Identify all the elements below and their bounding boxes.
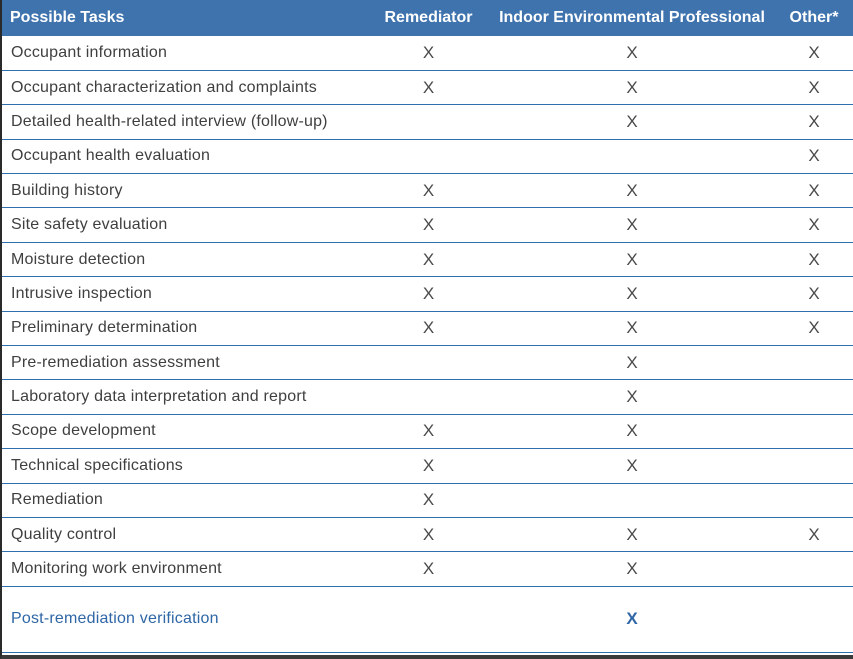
- iep-mark-cell: X: [489, 586, 775, 652]
- remediator-mark-cell: X: [368, 552, 489, 586]
- task-cell: Monitoring work environment: [2, 552, 368, 586]
- remediator-mark-cell: X: [368, 36, 489, 70]
- table-row: [2, 346, 853, 380]
- task-cell: Occupant characterization and complaints: [2, 70, 368, 104]
- iep-mark-cell: X: [489, 174, 775, 208]
- iep-mark-cell: X: [489, 414, 775, 448]
- iep-mark-cell: X: [489, 517, 775, 551]
- iep-mark-cell: [489, 483, 775, 517]
- remediator-mark-cell: [368, 380, 489, 414]
- table-row: [2, 380, 853, 414]
- other-mark-cell: X: [775, 208, 853, 242]
- task-cell: Intrusive inspection: [2, 277, 368, 311]
- iep-mark-cell: X: [489, 105, 775, 139]
- table-row: [2, 586, 853, 652]
- remediator-mark-cell: X: [368, 277, 489, 311]
- iep-mark-cell: X: [489, 70, 775, 104]
- iep-mark-cell: X: [489, 346, 775, 380]
- table-row: [2, 517, 853, 551]
- table-row: [2, 552, 853, 586]
- task-cell: Quality control: [2, 517, 368, 551]
- other-mark-cell: X: [775, 517, 853, 551]
- other-mark-cell: [775, 552, 853, 586]
- other-mark-cell: X: [775, 139, 853, 173]
- other-mark-cell: X: [775, 277, 853, 311]
- task-cell: Pre-remediation assessment: [2, 346, 368, 380]
- remediator-mark-cell: [368, 586, 489, 652]
- other-mark-cell: X: [775, 105, 853, 139]
- table-row: [2, 36, 853, 70]
- other-mark-cell: [775, 483, 853, 517]
- remediator-mark-cell: X: [368, 311, 489, 345]
- remediator-mark-cell: X: [368, 208, 489, 242]
- other-mark-cell: X: [775, 174, 853, 208]
- table-row: [2, 70, 853, 104]
- table-row: [2, 449, 853, 483]
- task-cell: Technical specifications: [2, 449, 368, 483]
- other-mark-cell: [775, 449, 853, 483]
- remediator-mark-cell: X: [368, 414, 489, 448]
- iep-mark-cell: X: [489, 36, 775, 70]
- remediator-mark-cell: [368, 346, 489, 380]
- other-mark-cell: X: [775, 36, 853, 70]
- header-possible-tasks: Possible Tasks: [10, 9, 125, 26]
- table-header-row: [2, 0, 853, 36]
- task-cell: Occupant health evaluation: [2, 139, 368, 173]
- table-row: [2, 208, 853, 242]
- header-indoor-environmental-professional: Indoor Environmental Professional: [499, 9, 765, 26]
- other-mark-cell: [775, 414, 853, 448]
- remediator-mark-cell: [368, 139, 489, 173]
- header-other: Other*: [789, 9, 839, 26]
- task-cell: Laboratory data interpretation and report: [2, 380, 368, 414]
- iep-mark-cell: X: [489, 449, 775, 483]
- remediator-mark-cell: X: [368, 449, 489, 483]
- iep-mark-cell: X: [489, 311, 775, 345]
- table-row: [2, 139, 853, 173]
- other-mark-cell: X: [775, 311, 853, 345]
- table-row: [2, 483, 853, 517]
- table-row: [2, 242, 853, 276]
- table-row: [2, 311, 853, 345]
- remediator-mark-cell: X: [368, 517, 489, 551]
- remediator-mark-cell: X: [368, 174, 489, 208]
- task-cell: Scope development: [2, 414, 368, 448]
- task-cell: Moisture detection: [2, 242, 368, 276]
- task-cell: Preliminary determination: [2, 311, 368, 345]
- task-cell: Site safety evaluation: [2, 208, 368, 242]
- task-cell: Detailed health-related interview (follow-up): [2, 105, 368, 139]
- remediator-mark-cell: X: [368, 70, 489, 104]
- iep-mark-cell: X: [489, 552, 775, 586]
- other-mark-cell: [775, 586, 853, 652]
- iep-mark-cell: [489, 139, 775, 173]
- other-mark-cell: [775, 380, 853, 414]
- iep-mark-cell: X: [489, 277, 775, 311]
- header-remediator: Remediator: [384, 9, 473, 26]
- possible-tasks-table: [2, 0, 853, 653]
- remediator-mark-cell: [368, 105, 489, 139]
- other-mark-cell: X: [775, 242, 853, 276]
- iep-mark-cell: X: [489, 380, 775, 414]
- iep-mark-cell: X: [489, 208, 775, 242]
- remediator-mark-cell: X: [368, 483, 489, 517]
- table-row: [2, 277, 853, 311]
- remediator-mark-cell: X: [368, 242, 489, 276]
- table-row: [2, 105, 853, 139]
- other-mark-cell: [775, 346, 853, 380]
- table-body: [2, 36, 853, 652]
- task-cell: Remediation: [2, 483, 368, 517]
- task-cell: Building history: [2, 174, 368, 208]
- table-row: [2, 414, 853, 448]
- task-cell: Occupant information: [2, 36, 368, 70]
- table-row: [2, 174, 853, 208]
- iep-mark-cell: X: [489, 242, 775, 276]
- task-cell: Post-remediation verification: [2, 586, 368, 652]
- other-mark-cell: X: [775, 70, 853, 104]
